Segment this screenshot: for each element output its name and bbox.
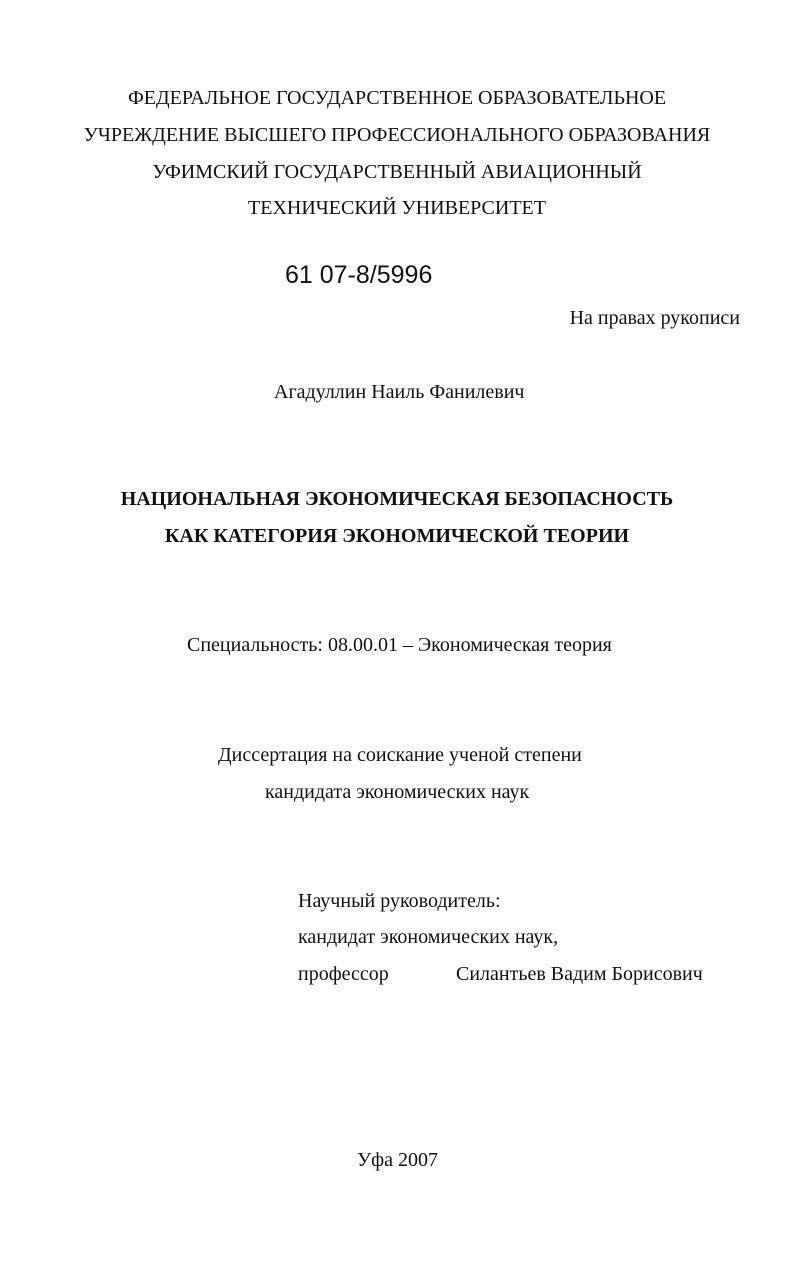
institution-line: ТЕХНИЧЕСКИЙ УНИВЕРСИТЕТ	[248, 197, 546, 219]
catalog-number: 61 07-8/5996	[285, 261, 433, 289]
title-line: КАК КАТЕГОРИЯ ЭКОНОМИЧЕСКОЙ ТЕОРИИ	[164, 525, 630, 547]
institution-line: ФЕДЕРАЛЬНОЕ ГОСУДАРСТВЕННОЕ ОБРАЗОВАТЕЛЬНОЕ	[127, 87, 667, 109]
author-name: Агадуллин Наиль Фанилевич	[274, 381, 525, 403]
supervisor-degree: кандидат экономических наук,	[298, 926, 559, 948]
specialty: Специальность: 08.00.01 – Экономическая теория	[187, 634, 612, 656]
supervisor-rank: профессор	[298, 963, 389, 985]
rights-note: На правах рукописи	[569, 307, 740, 329]
title-line: НАЦИОНАЛЬНАЯ ЭКОНОМИЧЕСКАЯ БЕЗОПАСНОСТЬ	[120, 488, 674, 510]
institution-line: УЧРЕЖДЕНИЕ ВЫСШЕГО ПРОФЕССИОНАЛЬНОГО ОБРАЗОВАНИЯ	[83, 124, 711, 146]
degree-line: кандидата экономических наук	[265, 781, 530, 803]
supervisor-label: Научный руководитель:	[298, 890, 501, 912]
degree-line: Диссертация на соискание ученой степени	[218, 744, 582, 766]
institution-line: УФИМСКИЙ ГОСУДАРСТВЕННЫЙ АВИАЦИОННЫЙ	[152, 161, 642, 183]
supervisor-name: Силантьев Вадим Борисович	[456, 963, 703, 985]
place-year: Уфа 2007	[357, 1149, 438, 1171]
